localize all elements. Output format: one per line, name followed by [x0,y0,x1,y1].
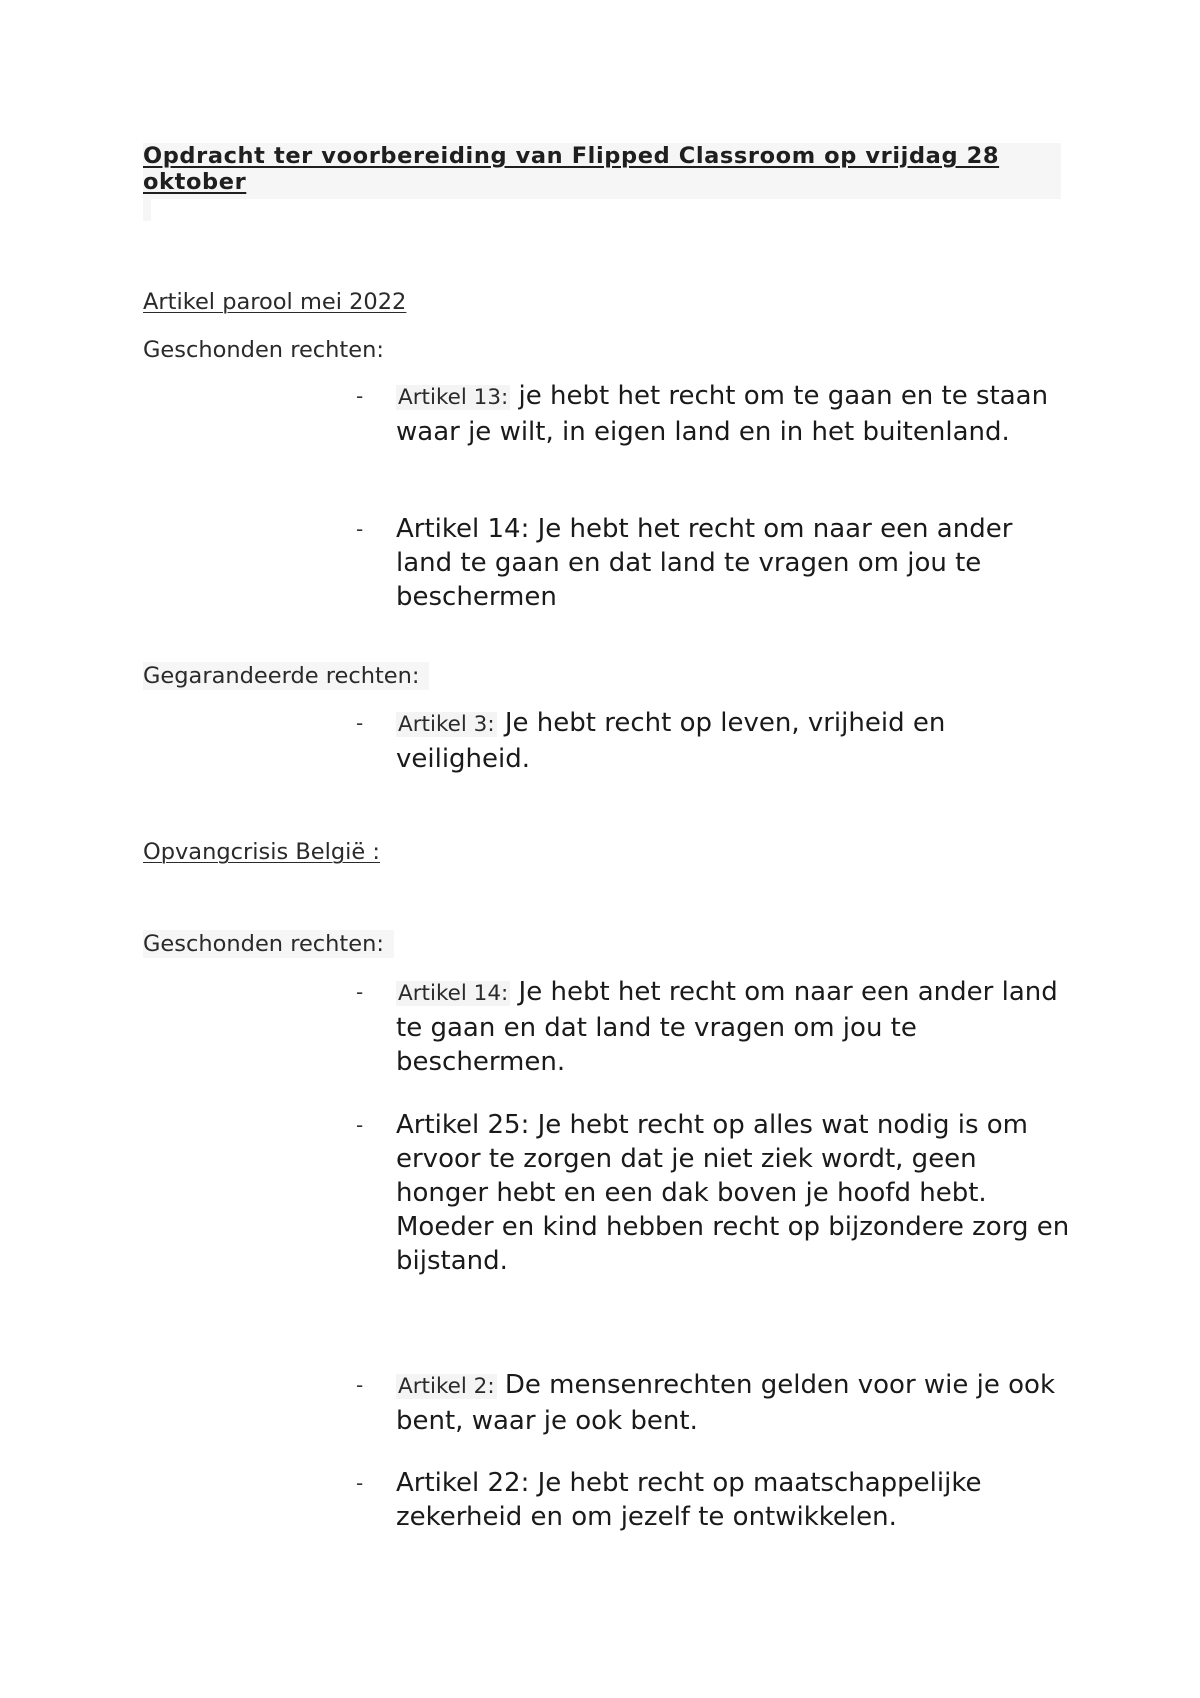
article-text: Je hebt recht op leven, vrijheid en veiligheid. [396,708,946,774]
list-item [356,512,1076,614]
article-text: Je hebt het recht om naar een ander land te gaan en dat land te vragen om jou te beschermen [396,514,1013,612]
article-number: Artikel 3: [398,712,495,737]
article-number: Artikel 13: [398,385,509,410]
document-title-block [143,143,1063,195]
article-text: Je hebt het recht om naar een ander land te gaan en dat land te vragen om jou te beschermen. [396,977,1058,1077]
bullet-dash: - [356,1471,364,1495]
article-text: Je hebt recht op alles wat nodig is om ervoor te zorgen dat je niet ziek wordt, geen honger hebt en een dak boven je hoofd hebt. Moeder en kind hebben recht op bijzondere zorg en bijstand. [396,1110,1070,1276]
list-item [356,1108,1076,1278]
document-title: Opdracht ter voorbereiding van Flipped Classroom op vrijdag 28 oktober [143,143,1000,195]
bullet-dash: - [356,1373,364,1397]
article-text: Je hebt recht op maatschappelijke zekerheid en om jezelf te ontwikkelen. [396,1468,982,1532]
article-number: Artikel 2: [398,1374,495,1399]
article-number: Artikel 14: [398,981,509,1006]
article-text: je hebt het recht om te gaan en te staan waar je wilt, in eigen land en in het buitenland. [396,381,1049,447]
bullet-dash: - [356,980,364,1004]
list-item [356,1368,1076,1438]
violated-rights-label: Geschonden rechten: [143,930,394,958]
section-heading-opvangcrisis: Opvangcrisis België : [143,839,380,865]
list-item [356,975,1076,1079]
bullet-dash: - [356,1113,364,1137]
list-item [356,706,1076,776]
violated-rights-label: Geschonden rechten: [143,337,384,363]
article-number: Artikel 22: [396,1468,530,1498]
section-heading-parool: Artikel parool mei 2022 [143,289,407,315]
bullet-dash: - [356,517,364,541]
list-item [356,379,1076,449]
bullet-dash: - [356,711,364,735]
list-item [356,1466,1076,1534]
article-text: De mensenrechten gelden voor wie je ook bent, waar je ook bent. [396,1370,1056,1436]
bullet-dash: - [356,384,364,408]
guaranteed-rights-label: Gegarandeerde rechten: [143,662,429,690]
article-number: Artikel 14: [396,514,530,544]
article-number: Artikel 25: [396,1110,530,1140]
